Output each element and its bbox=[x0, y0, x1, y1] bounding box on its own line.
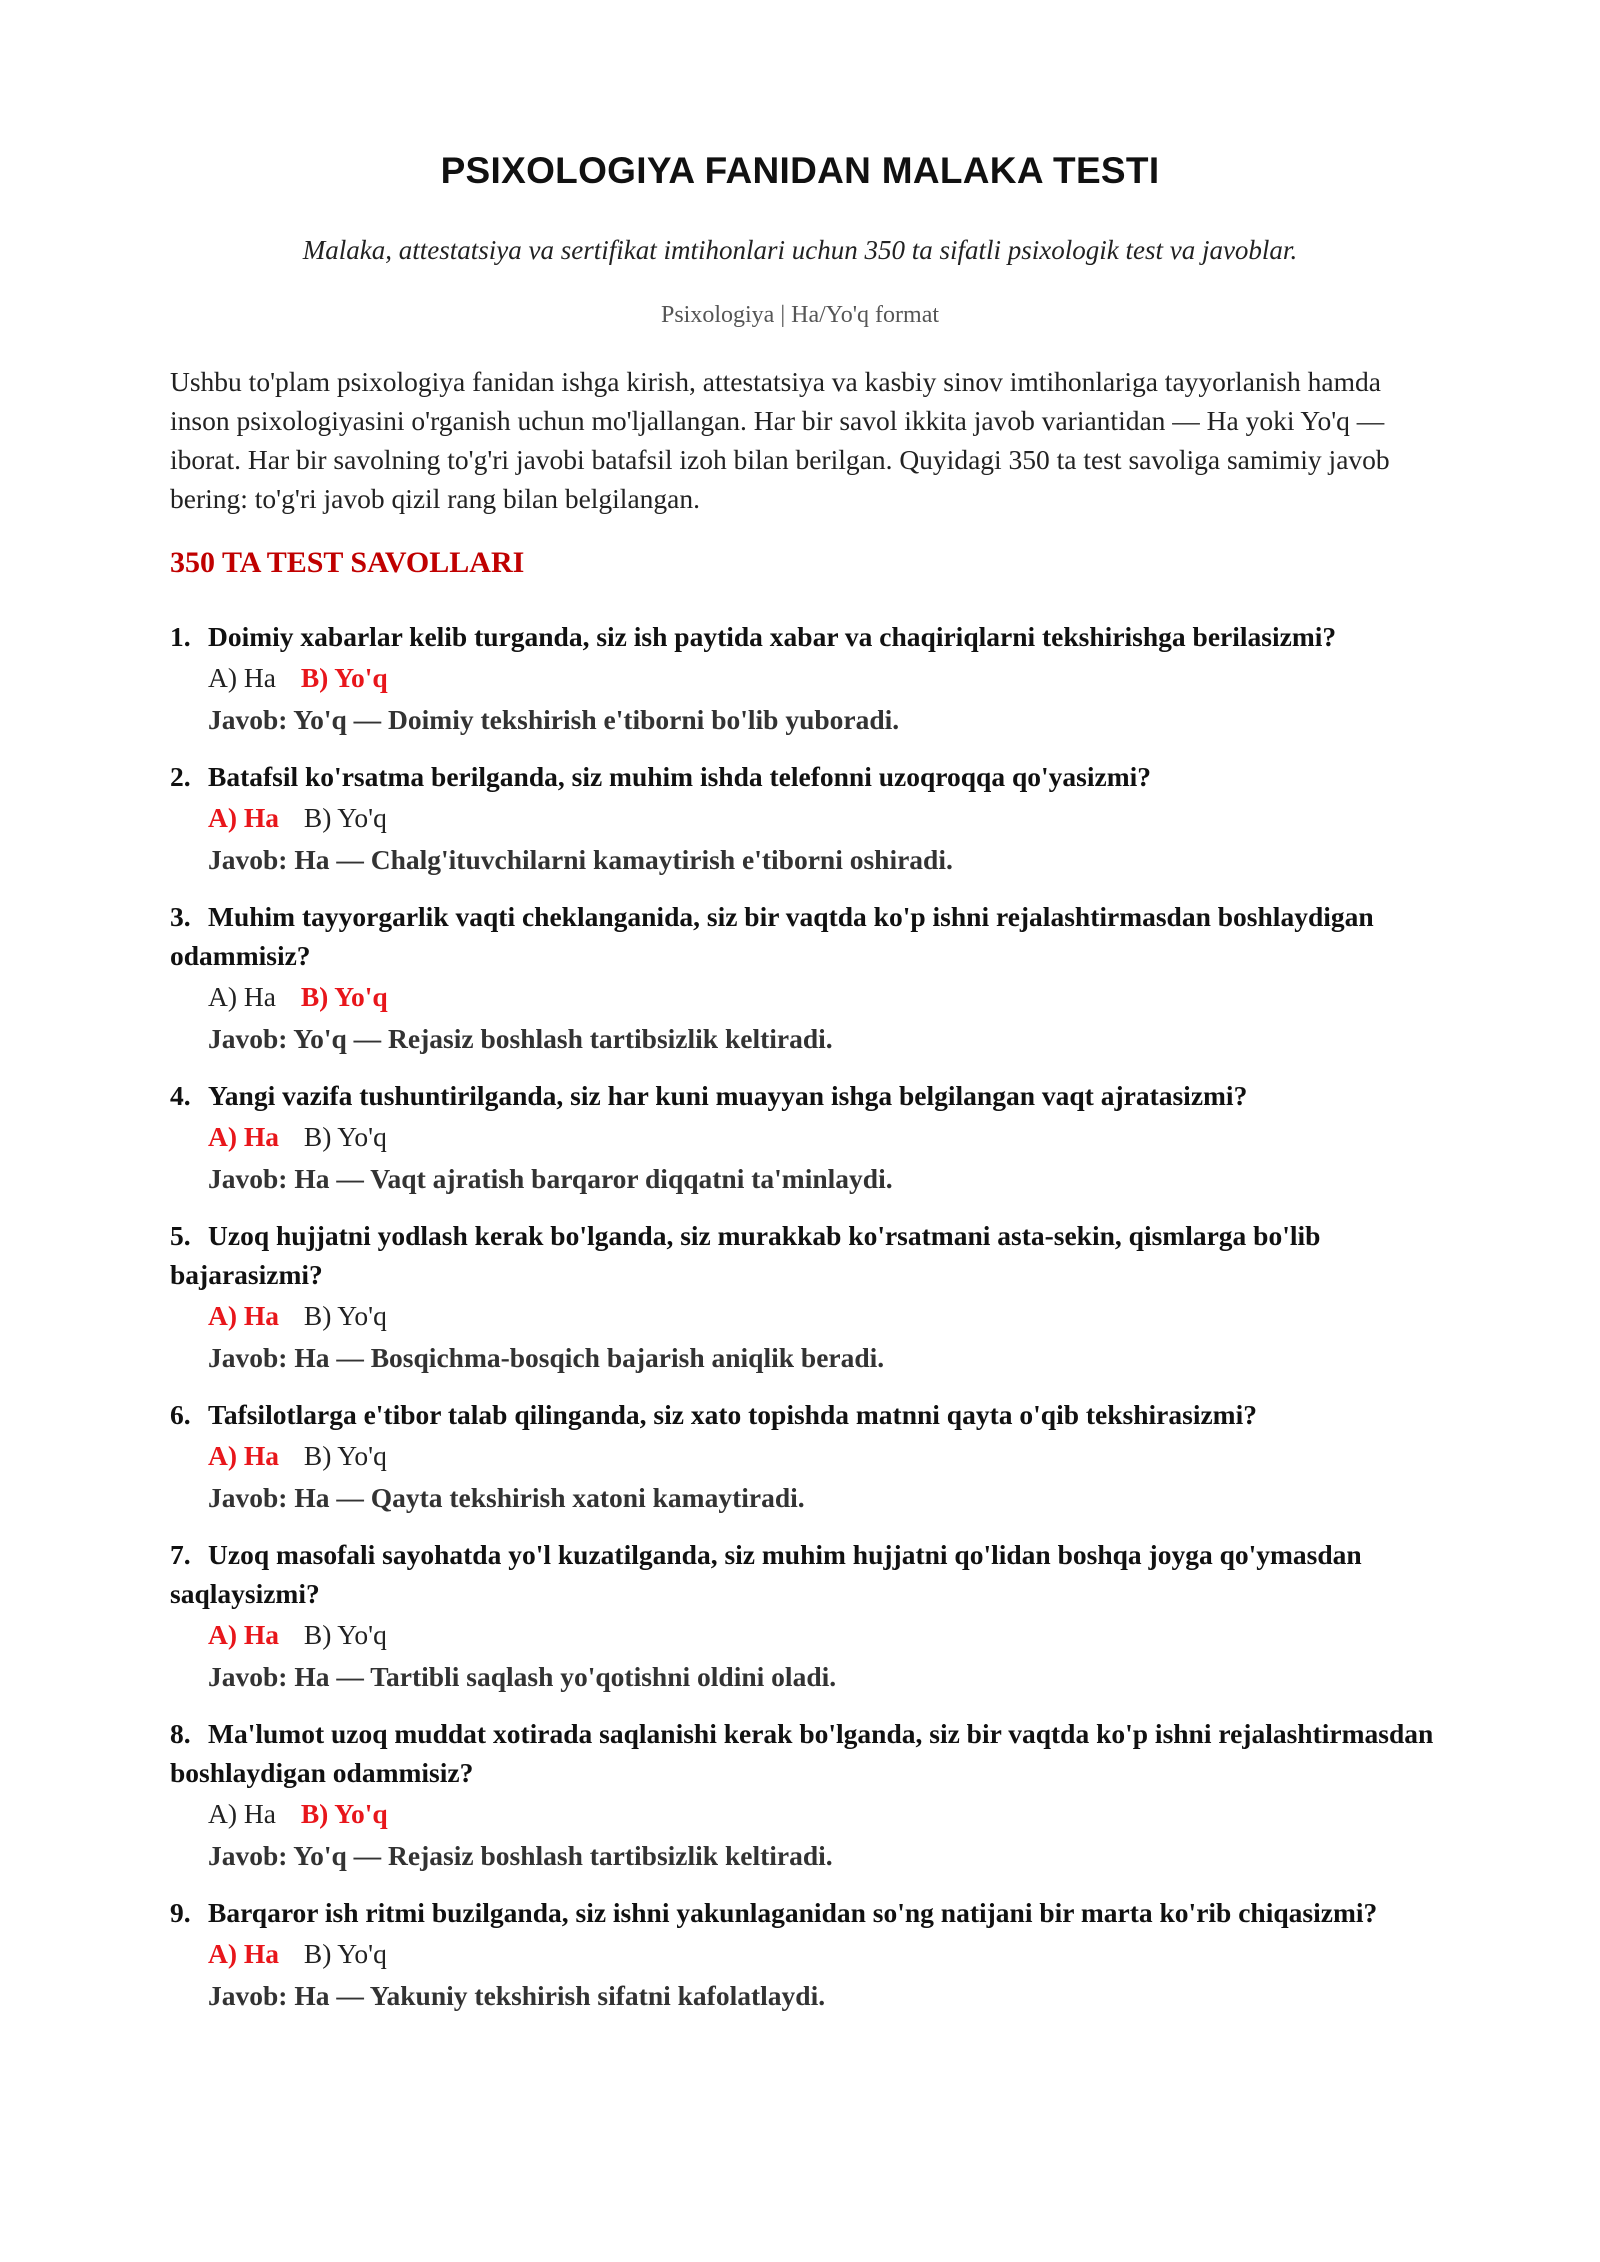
question-item bbox=[170, 617, 1460, 741]
option-a: A) Ha bbox=[208, 662, 276, 693]
question-options bbox=[170, 1115, 1460, 1158]
option-a: A) Ha bbox=[208, 1798, 276, 1829]
answer-explanation: Javob: Ha — Bosqichma-bosqich bajarish aniqlik beradi. bbox=[208, 1342, 885, 1373]
question-item bbox=[170, 1893, 1460, 2017]
answer-explanation: Javob: Ha — Vaqt ajratish barqaror diqqatni ta'minlaydi. bbox=[208, 1163, 893, 1194]
section-heading: 350 TA TEST SAVOLLARI bbox=[170, 546, 525, 579]
question-item bbox=[170, 897, 1460, 1060]
question-text bbox=[170, 1893, 1460, 1932]
question-options bbox=[170, 656, 1460, 699]
question-number: 4. bbox=[170, 1080, 191, 1111]
question-options bbox=[170, 796, 1460, 839]
option-a: A) Ha bbox=[208, 981, 276, 1012]
question-item bbox=[170, 1395, 1460, 1519]
question-label: Batafsil ko'rsatma berilganda, siz muhim ishda telefonni uzoqroqqa qo'yasizmi? bbox=[208, 761, 1151, 792]
question-number: 1. bbox=[170, 621, 191, 652]
question-item bbox=[170, 1076, 1460, 1200]
question-number: 5. bbox=[170, 1220, 191, 1251]
answer-explanation: Javob: Yo'q — Doimiy tekshirish e'tiborni bo'lib yuboradi. bbox=[208, 704, 900, 735]
option-a: A) Ha bbox=[208, 802, 280, 833]
option-b: B) Yo'q bbox=[303, 1121, 387, 1152]
question-text bbox=[170, 897, 1460, 975]
option-b: B) Yo'q bbox=[303, 1619, 387, 1650]
question-options bbox=[170, 1932, 1460, 1975]
option-a: A) Ha bbox=[208, 1300, 280, 1331]
answer-explanation: Javob: Ha — Qayta tekshirish xatoni kamaytiradi. bbox=[208, 1482, 805, 1513]
option-b: B) Yo'q bbox=[303, 1300, 387, 1331]
question-item bbox=[170, 1216, 1460, 1379]
option-a: A) Ha bbox=[208, 1619, 280, 1650]
question-label: Doimiy xabarlar kelib turganda, siz ish paytida xabar va chaqiriqlarni tekshirishga berilasizmi? bbox=[208, 621, 1337, 652]
question-number: 7. bbox=[170, 1539, 191, 1570]
question-options bbox=[170, 1434, 1460, 1477]
option-b: B) Yo'q bbox=[303, 802, 387, 833]
document-meta: Psixologiya | Ha/Yo'q format bbox=[660, 302, 940, 328]
answer-explanation: Javob: Ha — Tartibli saqlash yo'qotishni oldini oladi. bbox=[208, 1661, 837, 1692]
question-number: 8. bbox=[170, 1718, 191, 1749]
question-text bbox=[170, 1216, 1460, 1294]
question-text bbox=[170, 1714, 1460, 1792]
question-label: Barqaror ish ritmi buzilganda, siz ishni yakunlaganidan so'ng natijani bir marta ko'rib chiqasizmi? bbox=[208, 1897, 1378, 1928]
option-a: A) Ha bbox=[208, 1440, 280, 1471]
option-b: B) Yo'q bbox=[303, 1440, 387, 1471]
question-label: Yangi vazifa tushuntirilganda, siz har kuni muayyan ishga belgilangan vaqt ajratasizmi? bbox=[208, 1080, 1248, 1111]
question-label: Tafsilotlarga e'tibor talab qilinganda, siz xato topishda matnni qayta o'qib tekshirasizmi? bbox=[208, 1399, 1257, 1430]
question-list bbox=[170, 617, 1460, 2033]
option-b: B) Yo'q bbox=[300, 1798, 388, 1829]
question-item bbox=[170, 1714, 1460, 1877]
option-b: B) Yo'q bbox=[303, 1938, 387, 1969]
question-number: 6. bbox=[170, 1399, 191, 1430]
question-number: 9. bbox=[170, 1897, 191, 1928]
question-options bbox=[170, 1792, 1460, 1835]
answer-explanation: Javob: Ha — Yakuniy tekshirish sifatni kafolatlaydi. bbox=[208, 1980, 826, 2011]
option-b: B) Yo'q bbox=[300, 981, 388, 1012]
question-text bbox=[170, 1535, 1460, 1613]
answer-explanation: Javob: Ha — Chalg'ituvchilarni kamaytirish e'tiborni oshiradi. bbox=[208, 844, 953, 875]
question-label: Uzoq masofali sayohatda yo'l kuzatilganda, siz muhim hujjatni qo'lidan boshqa joyga qo'ymasdan saqlaysizmi? bbox=[170, 1539, 1362, 1609]
question-text bbox=[170, 757, 1460, 796]
question-options bbox=[170, 1294, 1460, 1337]
document-title: PSIXOLOGIYA FANIDAN MALAKA TESTI bbox=[440, 150, 1160, 191]
question-number: 2. bbox=[170, 761, 191, 792]
question-text bbox=[170, 1076, 1460, 1115]
answer-explanation: Javob: Yo'q — Rejasiz boshlash tartibsizlik keltiradi. bbox=[208, 1023, 833, 1054]
question-text bbox=[170, 617, 1460, 656]
intro-paragraph: Ushbu to'plam psixologiya fanidan ishga kirish, attestatsiya va kasbiy sinov imtihonlariga tayyorlanish hamda inson psixologiyasini o'rganish uchun mo'ljallangan. Har bir savol ikkita javob variantidan — Ha yoki Yo'q — iborat. Har bir savolning to'g'ri javobi batafsil izoh bilan berilgan. Quyidagi 350 ta test savoliga samimiy javob bering: to'g'ri javob qizil rang bilan belgilangan. bbox=[170, 366, 1390, 514]
option-a: A) Ha bbox=[208, 1938, 280, 1969]
question-text bbox=[170, 1395, 1460, 1434]
question-label: Muhim tayyorgarlik vaqti cheklanganida, siz bir vaqtda ko'p ishni rejalashtirmasdan boshlaydigan odammisiz? bbox=[170, 901, 1374, 971]
question-options bbox=[170, 1613, 1460, 1656]
question-label: Ma'lumot uzoq muddat xotirada saqlanishi kerak bo'lganda, siz bir vaqtda ko'p ishni rejalashtirmasdan boshlaydigan odammisiz? bbox=[170, 1718, 1434, 1788]
question-number: 3. bbox=[170, 901, 191, 932]
question-options bbox=[170, 975, 1460, 1018]
question-label: Uzoq hujjatni yodlash kerak bo'lganda, siz murakkab ko'rsatmani asta-sekin, qismlarga bo'lib bajarasizmi? bbox=[170, 1220, 1321, 1290]
question-item bbox=[170, 1535, 1460, 1698]
question-item bbox=[170, 757, 1460, 881]
answer-explanation: Javob: Yo'q — Rejasiz boshlash tartibsizlik keltiradi. bbox=[208, 1840, 833, 1871]
option-a: A) Ha bbox=[208, 1121, 280, 1152]
document-subtitle: Malaka, attestatsiya va sertifikat imtihonlari uchun 350 ta sifatli psixologik test va javoblar. bbox=[302, 235, 1298, 265]
option-b: B) Yo'q bbox=[300, 662, 388, 693]
